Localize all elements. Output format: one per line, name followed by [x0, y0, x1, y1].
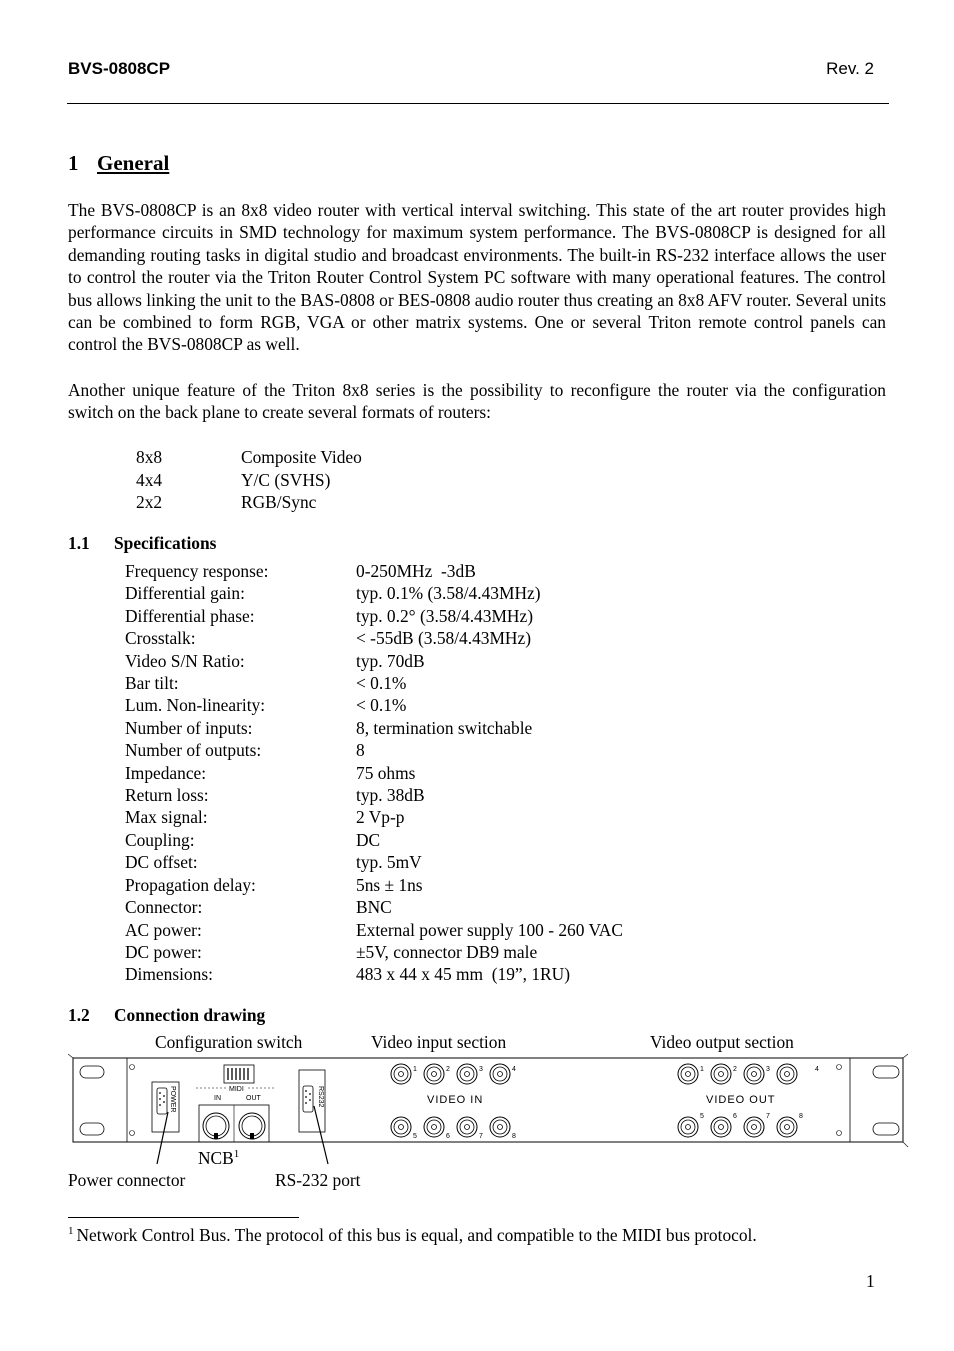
rack-slot-icon: [80, 1066, 104, 1078]
pin-icon: [159, 1098, 161, 1100]
bnc-ring: [719, 1125, 724, 1130]
bnc-ring: [752, 1072, 757, 1077]
spec-value: DC: [356, 829, 381, 850]
general-paragraph-2: Another unique feature of the Triton 8x8 series is the possibility to reconfigure the router via the configuration switch on the back plane to create several formats of routers:: [68, 380, 886, 423]
screw-icon: [837, 1131, 842, 1136]
specifications-list: [125, 560, 623, 986]
video-input-bnc-connector-icon: [457, 1064, 477, 1084]
bnc-ring: [681, 1067, 695, 1081]
format-row: [136, 469, 362, 492]
spec-row: [125, 717, 623, 739]
bnc-ring: [780, 1120, 794, 1134]
spec-label: Max signal:: [125, 807, 208, 828]
video-input-bottom-row: [391, 1117, 516, 1140]
bnc-number: 8: [512, 1133, 516, 1140]
spec-value: BNC: [356, 897, 392, 918]
spec-value: 75 ohms: [356, 762, 416, 783]
power-leader-line: [157, 1112, 168, 1164]
bnc-ring: [498, 1072, 503, 1077]
spec-label: Video S/N Ratio:: [125, 650, 245, 671]
bnc-ring: [681, 1120, 695, 1134]
pin-icon: [309, 1093, 311, 1095]
spec-label: Propagation delay:: [125, 874, 256, 895]
pin-icon: [163, 1095, 165, 1097]
bnc-number: 1: [413, 1066, 417, 1073]
bnc-ring: [460, 1120, 474, 1134]
video-output-bnc-connector-icon: [744, 1117, 764, 1137]
midi-key: [250, 1133, 254, 1139]
bnc-ring: [493, 1067, 507, 1081]
spec-value: typ. 0.1% (3.58/4.43MHz): [356, 583, 541, 604]
panel-outline: [73, 1058, 903, 1142]
spec-value: 8, termination switchable: [356, 717, 533, 738]
bnc-number: 2: [733, 1066, 737, 1073]
spec-row: [125, 963, 623, 985]
spec-row: [125, 694, 623, 716]
bnc-ring: [427, 1120, 441, 1134]
bnc-ring: [427, 1067, 441, 1081]
pin-icon: [159, 1104, 161, 1106]
format-name: RGB/Sync: [241, 492, 317, 512]
bnc-ring: [399, 1125, 404, 1130]
bnc-ring: [493, 1120, 507, 1134]
power-connector-label: Power connector: [68, 1170, 186, 1190]
spec-row: [125, 919, 623, 941]
bnc-ring: [785, 1125, 790, 1130]
subsection-number: 1.1: [68, 533, 90, 553]
bnc-ring: [747, 1120, 761, 1134]
spec-row: [125, 829, 623, 851]
spec-label: Crosstalk:: [125, 628, 196, 649]
bnc-number: 8: [799, 1113, 803, 1120]
corner-mark: [68, 1054, 73, 1058]
format-size: 4x4: [136, 469, 163, 490]
video-input-bnc-connector-icon: [424, 1064, 444, 1084]
section-number: 1: [68, 151, 79, 175]
rear-panel-drawing: [68, 1050, 910, 1180]
spec-value: < -55dB (3.58/4.43MHz): [356, 628, 532, 649]
spec-row: [125, 560, 623, 582]
spec-label: DC offset:: [125, 852, 198, 873]
pin-icon: [305, 1090, 307, 1092]
video-input-bnc-connector-icon: [490, 1064, 510, 1084]
screw-icon: [130, 1065, 135, 1070]
screw-icon: [130, 1131, 135, 1136]
bnc-ring: [714, 1067, 728, 1081]
spec-row: [125, 784, 623, 806]
spec-row: [125, 762, 623, 784]
spec-value: < 0.1%: [356, 695, 407, 716]
rack-slot-icon: [873, 1123, 899, 1135]
bnc-ring: [432, 1125, 437, 1130]
spec-label: DC power:: [125, 941, 202, 962]
video-input-bnc-connector-icon: [457, 1117, 477, 1137]
footnote-ref: 1: [68, 1225, 74, 1237]
ncb-text: NCB: [198, 1148, 234, 1168]
format-row: [136, 446, 362, 469]
subsection-title: Specifications: [114, 533, 217, 553]
format-name: Y/C (SVHS): [241, 469, 331, 490]
bnc-number: 6: [733, 1113, 737, 1120]
spec-value: typ. 70dB: [356, 650, 425, 671]
spec-value: 483 x 44 x 45 mm (19”, 1RU): [356, 964, 570, 985]
spec-label: Lum. Non-linearity:: [125, 695, 266, 716]
header-rule: [67, 103, 889, 104]
spec-label: AC power:: [125, 919, 202, 940]
bnc-ring: [719, 1072, 724, 1077]
video-output-bottom-row: [678, 1113, 803, 1137]
header-revision: Rev. 2: [826, 59, 874, 78]
rack-slot-icon: [873, 1066, 899, 1078]
rs232-leader-line: [314, 1106, 328, 1164]
video-input-top-row: [391, 1064, 516, 1084]
pin-icon: [309, 1099, 311, 1101]
format-size: 2x2: [136, 492, 163, 512]
spec-label: Number of outputs:: [125, 740, 262, 761]
bnc-number: 3: [479, 1066, 483, 1073]
format-list: [136, 446, 362, 514]
ncb-label: [198, 1148, 239, 1169]
power-label: POWER: [169, 1086, 176, 1113]
spec-value: typ. 38dB: [356, 785, 425, 806]
spec-value: 8: [356, 740, 365, 761]
spec-label: Dimensions:: [125, 964, 213, 985]
bnc-ring: [785, 1072, 790, 1077]
bnc-ring: [465, 1072, 470, 1077]
section-heading-general: [68, 151, 169, 176]
pin-icon: [163, 1101, 165, 1103]
video-input-bnc-connector-icon: [391, 1064, 411, 1084]
video-output-bnc-connector-icon: [678, 1117, 698, 1137]
spec-label: Differential phase:: [125, 605, 255, 626]
bnc-ring: [752, 1125, 757, 1130]
bnc-number: 7: [766, 1113, 770, 1120]
spec-label: Bar tilt:: [125, 673, 179, 694]
pin-icon: [305, 1102, 307, 1104]
video-output-bnc-connector-icon: [711, 1117, 731, 1137]
video-output-top-row: [678, 1064, 819, 1084]
bnc-ring: [460, 1067, 474, 1081]
subsection-heading-specifications: [68, 533, 216, 554]
rack-slot-icon: [80, 1123, 104, 1135]
spec-row: [125, 582, 623, 604]
format-name: Composite Video: [241, 447, 362, 467]
bnc-ring: [399, 1072, 404, 1077]
power-db9-icon: [157, 1088, 167, 1114]
bnc-ring: [714, 1120, 728, 1134]
spec-value: 2 Vp-p: [356, 807, 405, 828]
spec-label: Return loss:: [125, 785, 209, 806]
format-size: 8x8: [136, 447, 163, 467]
pin-icon: [305, 1096, 307, 1098]
subsection-heading-connection-drawing: [68, 1005, 265, 1026]
bnc-ring: [747, 1067, 761, 1081]
footnote-rule: [68, 1217, 299, 1218]
spec-value: 5ns ± 1ns: [356, 874, 423, 895]
bnc-number: 5: [700, 1113, 704, 1120]
spec-label: Coupling:: [125, 829, 195, 850]
spec-value: < 0.1%: [356, 673, 407, 694]
pin-icon: [159, 1092, 161, 1094]
midi-in-label: IN: [214, 1095, 221, 1102]
spec-value: ±5V, connector DB9 male: [356, 941, 538, 962]
header-doc-id: BVS-0808CP: [68, 59, 171, 78]
bnc-number: 7: [479, 1133, 483, 1140]
corner-mark: [903, 1054, 908, 1058]
bnc-number: 3: [766, 1066, 770, 1073]
spec-row: [125, 941, 623, 963]
spec-label: Number of inputs:: [125, 717, 253, 738]
bnc-ring: [465, 1125, 470, 1130]
subsection-number: 1.2: [68, 1005, 90, 1025]
bnc-ring: [686, 1072, 691, 1077]
subsection-title: Connection drawing: [114, 1005, 266, 1025]
video-output-bnc-connector-icon: [711, 1064, 731, 1084]
video-in-label: VIDEO IN: [427, 1094, 484, 1106]
spec-label: Impedance:: [125, 762, 207, 783]
spec-row: [125, 627, 623, 649]
bnc-ring: [394, 1120, 408, 1134]
spec-row: [125, 806, 623, 828]
spec-value: typ. 5mV: [356, 852, 422, 873]
video-output-bnc-connector-icon: [777, 1064, 797, 1084]
video-output-bnc-connector-icon: [744, 1064, 764, 1084]
caption-video-output-section: Video output section: [650, 1032, 794, 1052]
spec-row: [125, 650, 623, 672]
corner-mark: [903, 1142, 908, 1147]
rs232-port-label: RS-232 port: [275, 1170, 361, 1190]
spec-row: [125, 896, 623, 918]
spec-label: Connector:: [125, 897, 203, 918]
format-row: [136, 491, 362, 514]
spec-row: [125, 851, 623, 873]
page-number: 1: [866, 1271, 875, 1291]
bnc-ring: [394, 1067, 408, 1081]
spec-label: Differential gain:: [125, 583, 245, 604]
ncb-footnote-ref: 1: [233, 1148, 240, 1160]
video-output-bnc-connector-icon: [777, 1117, 797, 1137]
spec-row: [125, 672, 623, 694]
rs232-db9-icon: [303, 1086, 313, 1112]
bnc-number: 6: [446, 1133, 450, 1140]
section-title: General: [97, 151, 170, 175]
screw-icon: [837, 1065, 842, 1070]
video-input-bnc-connector-icon: [391, 1117, 411, 1137]
spec-label: Frequency response:: [125, 561, 269, 581]
midi-label: MIDI: [229, 1086, 244, 1093]
video-input-bnc-connector-icon: [490, 1117, 510, 1137]
rs232-label: RS232: [317, 1086, 324, 1108]
caption-video-input-section: Video input section: [371, 1032, 507, 1052]
spec-row: [125, 874, 623, 896]
caption-configuration-switch: Configuration switch: [155, 1032, 303, 1052]
bnc-ring: [498, 1125, 503, 1130]
bnc-ring: [686, 1125, 691, 1130]
video-out-label: VIDEO OUT: [706, 1094, 776, 1106]
bnc-number: 4: [815, 1066, 819, 1073]
midi-out-label: OUT: [246, 1095, 261, 1102]
bnc-number: 2: [446, 1066, 450, 1073]
video-output-bnc-connector-icon: [678, 1064, 698, 1084]
bnc-number: 5: [413, 1133, 417, 1140]
spec-value: typ. 0.2° (3.58/4.43MHz): [356, 605, 533, 626]
bnc-ring: [432, 1072, 437, 1077]
footnote: [68, 1225, 757, 1246]
bnc-number: 1: [700, 1066, 704, 1073]
video-input-bnc-connector-icon: [424, 1117, 444, 1137]
bnc-ring: [780, 1067, 794, 1081]
footnote-text: Network Control Bus. The protocol of this bus is equal, and compatible to the MIDI bus protocol.: [76, 1225, 757, 1245]
general-paragraph-1: The BVS-0808CP is an 8x8 video router with vertical interval switching. This state of the art router provides high performance circuits in SMD technology for maximum system performance. The BVS-0808CP is designed for all demanding routing tasks in digital studio and broadcast environments. The built-in RS-232 interface allows the user to control the router via the Triton Router Control System PC software with many operational features. The control bus allows linking the unit to the BAS-0808 or BES-0808 audio router thus creating an 8x8 AFV router. Several units can be combined to form RGB, VGA or other matrix systems. One or several Triton remote control panels can control the BVS-0808CP as well.: [68, 200, 886, 355]
spec-row: [125, 605, 623, 627]
spec-value: External power supply 100 - 260 VAC: [356, 919, 623, 940]
spec-row: [125, 739, 623, 761]
bnc-number: 4: [512, 1066, 516, 1073]
spec-value: 0-250MHz -3dB: [356, 561, 476, 581]
midi-key: [214, 1133, 218, 1139]
